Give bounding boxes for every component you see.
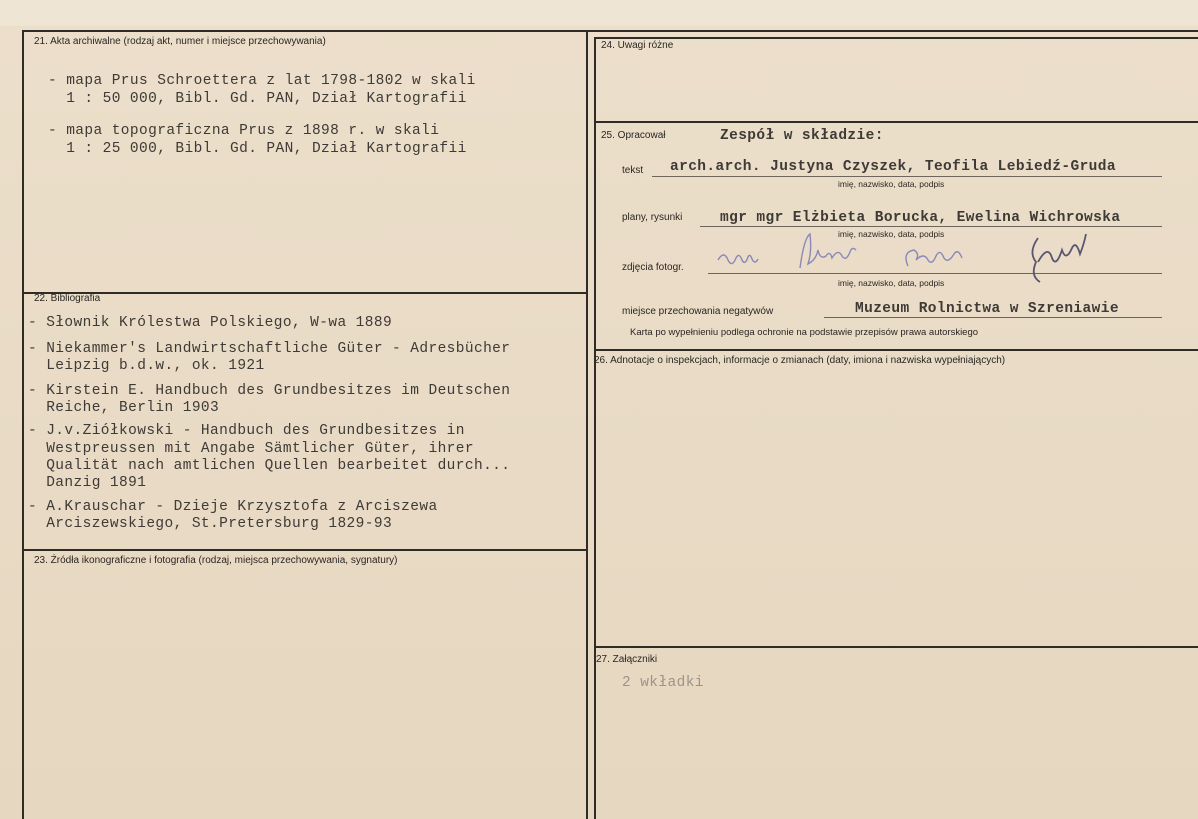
- bibliography-line: Danzig 1891: [28, 475, 147, 491]
- zdjecia-caption: imię, nazwisko, data, podpis: [838, 278, 945, 288]
- team-heading: Zespół w składzie:: [720, 128, 884, 144]
- bibliography-line: - A.Krauschar - Dzieje Krzysztofa z Arciszewa: [28, 499, 438, 515]
- section27-title: 27. Załączniki: [596, 654, 658, 665]
- divider-26-27: [594, 646, 1198, 648]
- section24-title: 24. Uwagi różne: [601, 40, 674, 51]
- tekst-line: [652, 176, 1162, 177]
- bibliography-line: - Kirstein E. Handbuch des Grundbesitzes im Deutschen: [28, 383, 511, 399]
- divider-21-22: [22, 292, 588, 294]
- attachments-value: 2 wkładki: [622, 675, 704, 691]
- plany-caption: imię, nazwisko, data, podpis: [838, 229, 945, 239]
- section26-title: 26. Adnotacje o inspekcjach, informacje o zmianach (daty, imiona i nazwiska wypełniających): [594, 355, 1006, 366]
- negatives-value: Muzeum Rolnictwa w Szreniawie: [855, 301, 1119, 317]
- section21-title: 21. Akta archiwalne (rodzaj akt, numer i miejsce przechowywania): [34, 36, 326, 47]
- divider-22-23: [22, 549, 588, 551]
- top-band: [0, 0, 1198, 26]
- tekst-value: arch.arch. Justyna Czyszek, Teofila Lebiedź-Gruda: [670, 159, 1116, 175]
- divider-25-26: [594, 349, 1198, 351]
- column-divider: [586, 30, 588, 819]
- section22-title: 22. Bibliografia: [34, 293, 101, 304]
- zdjecia-label: zdjęcia fotogr.: [622, 262, 684, 273]
- tekst-caption: imię, nazwisko, data, podpis: [838, 179, 945, 189]
- section21-entry-1-line2: 1 : 50 000, Bibl. Gd. PAN, Dział Kartografii: [48, 91, 467, 107]
- bibliography-line: Reiche, Berlin 1903: [28, 400, 220, 416]
- top-rule: [22, 30, 1198, 32]
- tekst-label: tekst: [622, 165, 644, 176]
- signature-1: [718, 255, 758, 264]
- bibliography-line: Westpreussen mit Angabe Sämtlicher Güter, ihrer: [28, 441, 474, 457]
- bibliography-line: Qualität nach amtlichen Quellen bearbeitet durch...: [28, 458, 511, 474]
- bibliography-line: - Niekammer's Landwirtschaftliche Güter - Adresbücher: [28, 341, 511, 357]
- section21-entry-2-line1: - mapa topograficzna Prus z 1898 r. w skali: [48, 123, 440, 139]
- right-col-divider: [594, 37, 596, 819]
- section25-title: 25. Opracował: [601, 130, 666, 141]
- section21-entry-2-line2: 1 : 25 000, Bibl. Gd. PAN, Dział Kartografii: [48, 141, 467, 157]
- signature-4: [1032, 234, 1086, 282]
- section23-title: 23. Źródła ikonograficzne i fotografia (rodzaj, miejsca przechowywania, sygnatury): [34, 555, 398, 566]
- section21-entry-1-line1: - mapa Prus Schroettera z lat 1798-1802 w skali: [48, 73, 476, 89]
- divider-24-25: [594, 121, 1198, 123]
- divider-24-top: [594, 37, 1198, 39]
- left-border: [22, 30, 24, 819]
- copyright-note: Karta po wypełnieniu podlega ochronie na podstawie przepisów prawa autorskiego: [630, 327, 979, 338]
- bibliography-line: Arciszewskiego, St.Pretersburg 1829-93: [28, 516, 393, 532]
- plany-label: plany, rysunki: [622, 212, 683, 223]
- bibliography-line: - J.v.Ziółkowski - Handbuch des Grundbesitzes in: [28, 423, 465, 439]
- plany-value: mgr mgr Elżbieta Borucka, Ewelina Wichrowska: [720, 210, 1121, 226]
- bibliography-line: - Słownik Królestwa Polskiego, W-wa 1889: [28, 315, 393, 331]
- negatives-label: miejsce przechowania negatywów: [622, 306, 774, 317]
- signatures: [708, 226, 1128, 286]
- bibliography-line: Leipzig b.d.w., ok. 1921: [28, 358, 265, 374]
- signature-3: [906, 250, 962, 266]
- signature-2: [800, 234, 856, 268]
